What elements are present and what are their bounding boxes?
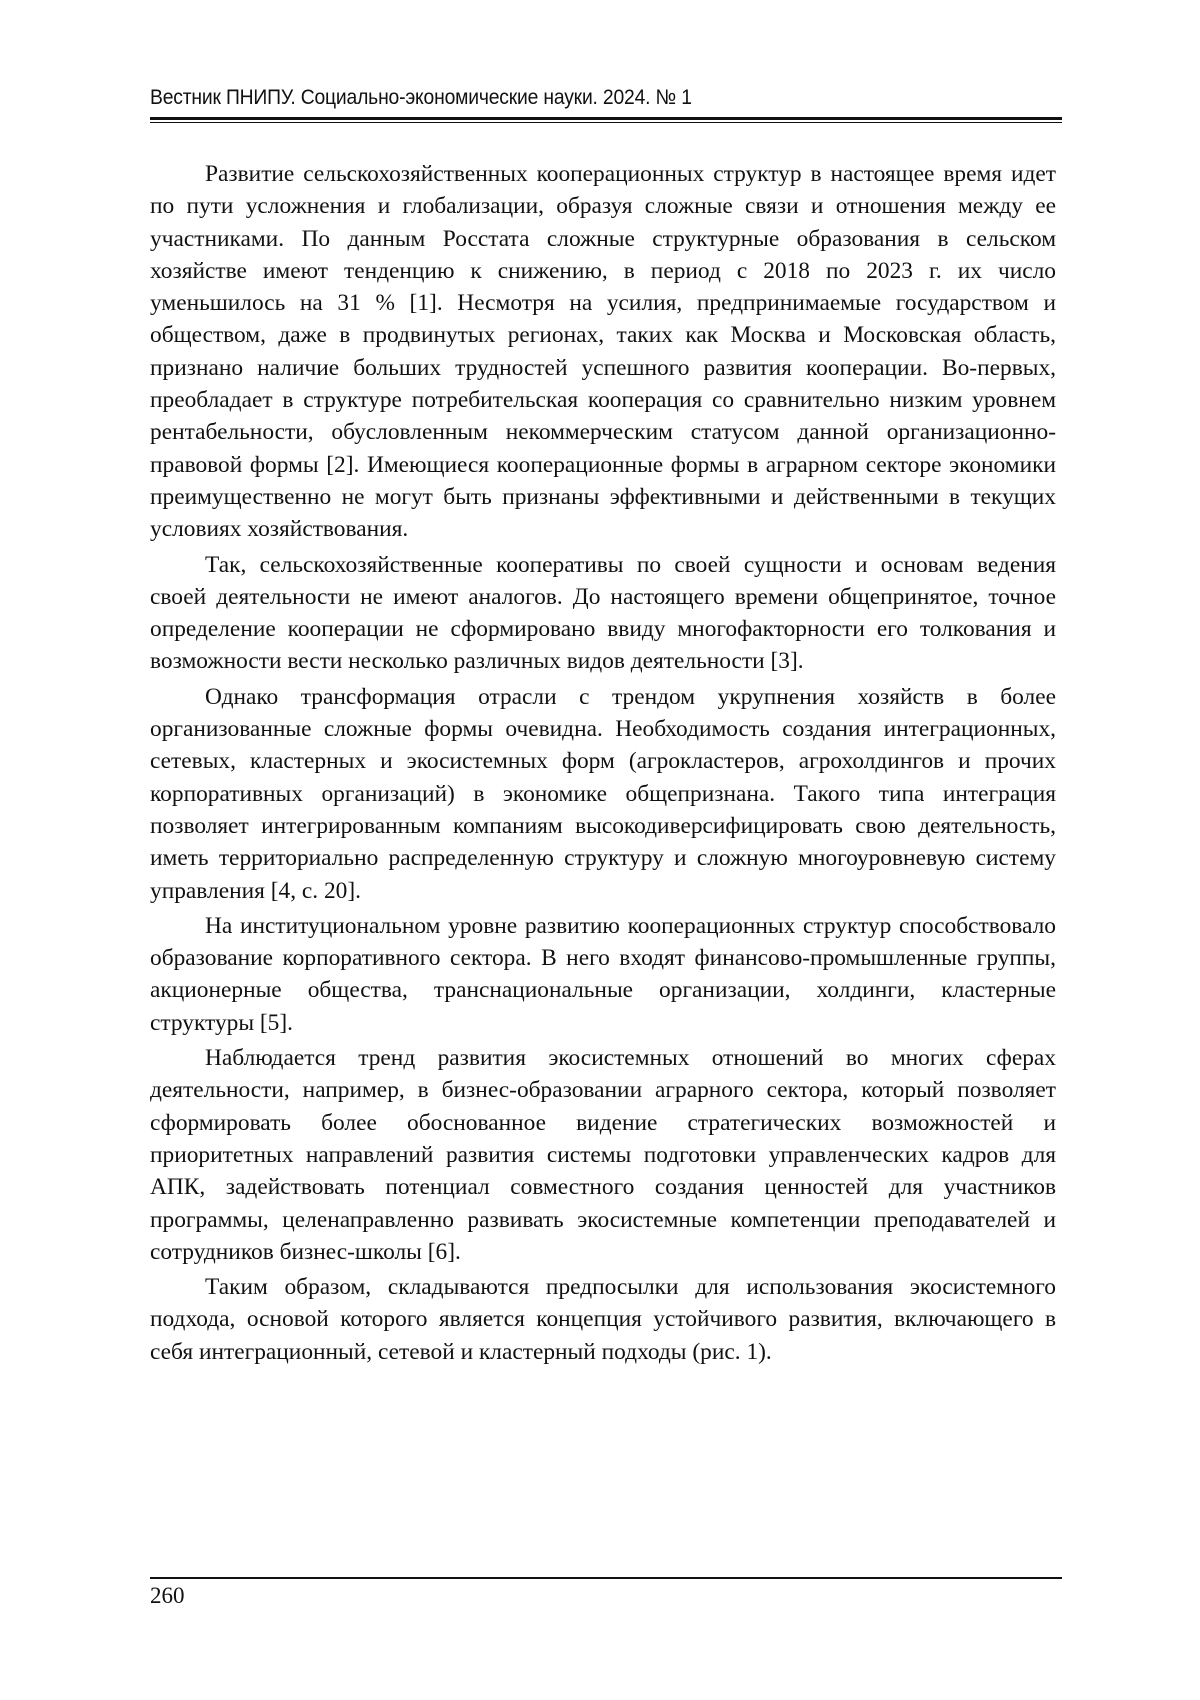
paragraph-4: На институциональном уровне развитию кооперационных структур спо­собствовало образование корпоративного сектора. В него входят финансово-промышленные группы, акционерные общества, транснациональные органи­зации, холдинги, кластерные структуры [5]. bbox=[150, 910, 1056, 1039]
running-header-title: Вестник ПНИПУ. Социально-экономические науки. 2024. № 1 bbox=[150, 86, 692, 110]
article-body bbox=[150, 158, 1056, 1371]
header-rule-thin bbox=[150, 122, 1062, 123]
paragraph-5: Наблюдается тренд развития экосистемных отношений во многих сферах деятельности, например, в бизнес-образовании аграрного сектора, который позволяет сформировать более обоснованное видение стратегических возмож­ностей и приоритетных направлений развития системы подготовки управлен­ческих кадров для АПК, задействовать потенциал совместного создания цен­ностей для участников программы, целенаправленно развивать экосистемные компетенции преподавателей и сотрудников бизнес-школы [6]. bbox=[150, 1042, 1056, 1268]
paragraph-3: Однако трансформация отрасли с трендом укрупнения хозяйств в более организованные сложные формы очевидна. Необходимость создания интегра­ционных, сетевых, кластерных и экосистемных форм (агрокластеров, агрохол­дингов и прочих корпоративных организаций) в экономике общепризнана. Такого типа интеграция позволяет интегрированным компаниям высокодивер­сифицировать свою деятельность, иметь территориально распределенную структуру и сложную многоуровневую систему управления [4, с. 20]. bbox=[150, 681, 1056, 907]
footer-rule bbox=[150, 1577, 1062, 1579]
paragraph-6: Таким образом, складываются предпосылки для использования экоси­стемного подхода, основой которого является концепция устойчивого разви­тия, включающего в себя интеграционный, сетевой и кластерный подходы (рис. 1). bbox=[150, 1271, 1056, 1368]
page-number: 260 bbox=[150, 1583, 185, 1609]
paragraph-2: Так, сельскохозяйственные кооперативы по своей сущности и основам ведения своей деятельности не имеют аналогов. До настоящего времени обще­принятое, точное определение кооперации не сформировано ввиду многофак­торности его толкования и возможности вести несколько различных видов деятельности [3]. bbox=[150, 549, 1056, 678]
paragraph-1: Развитие сельскохозяйственных кооперационных структур в настоящее время идет по пути усложнения и глобализации, образуя сложные связи и от­ношения между ее участниками. По данным Росстата сложные структурные образования в сельском хозяйстве имеют тенденцию к снижению, в период с 2018 по 2023 г. их число уменьшилось на 31 % [1]. Несмотря на усилия, пред­принимаемые государством и обществом, даже в продвинутых регионах, таких как Москва и Московская область, признано наличие больших трудностей ус­пешного развития кооперации. Во-первых, преобладает в структуре потреби­тельская кооперация со сравнительно низким уровнем рентабельности, обу­словленным некоммерческим статусом данной организационно-правовой формы [2]. Имеющиеся кооперационные формы в аграрном секторе экономики преимущественно не могут быть признаны эффективными и действенными в текущих условиях хозяйствования. bbox=[150, 158, 1056, 546]
header-rule-thick bbox=[150, 117, 1062, 120]
